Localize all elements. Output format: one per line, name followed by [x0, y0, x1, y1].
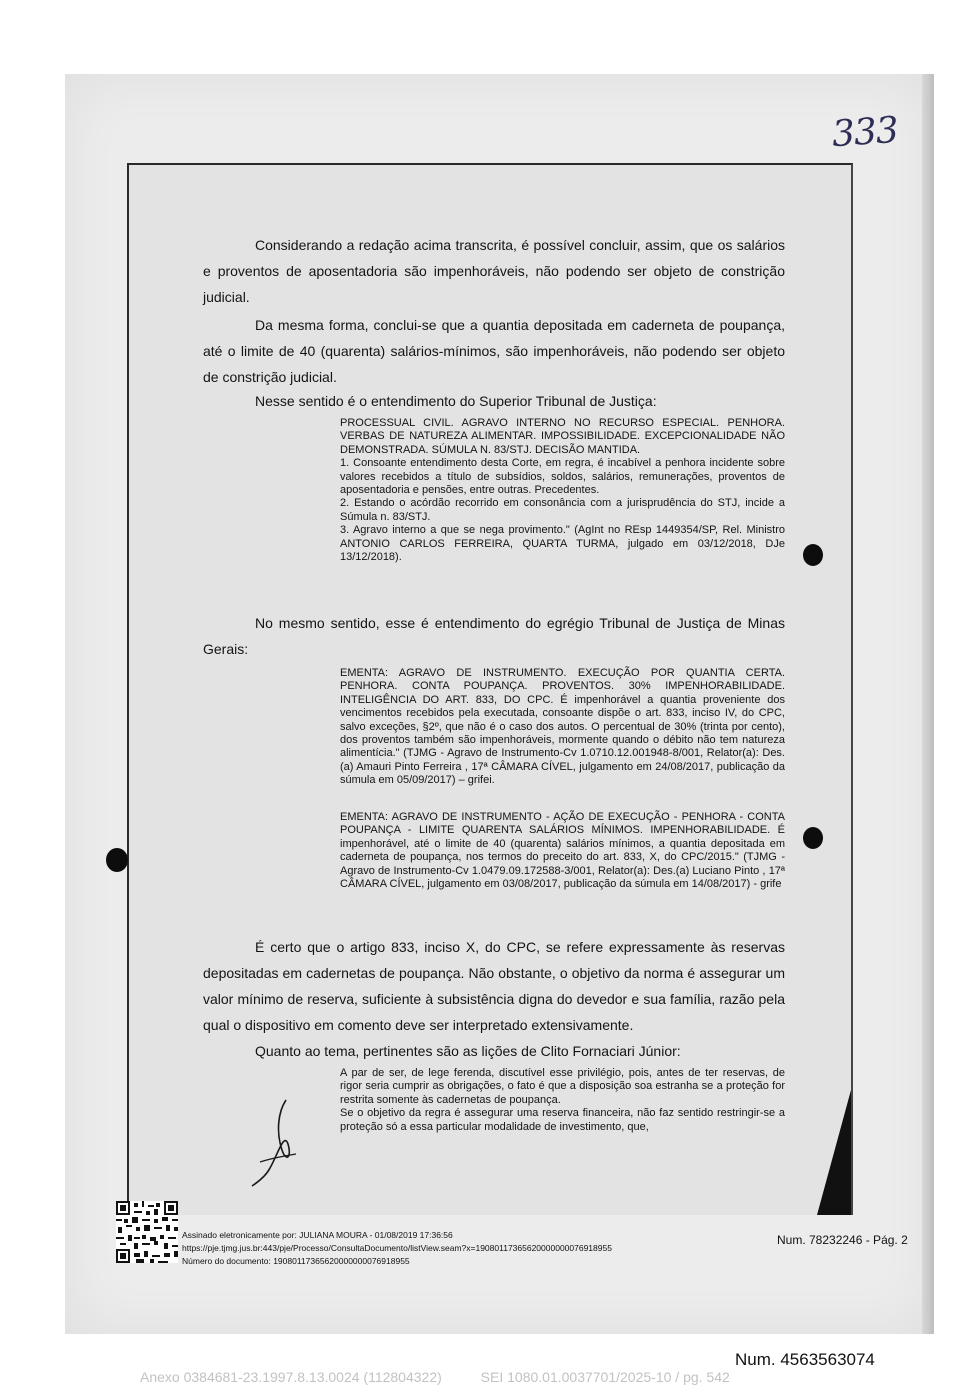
quote-stj-item-3: 3. Agravo interno a que se nega provimento." (AgInt no REsp 1449354/SP, Rel. Ministro ANTONIO CARLOS FERREIRA, QUARTA TURMA, julgado em 03/12/2018, DJe 13/12/2018).	[340, 524, 785, 564]
footer-page-number: Num. 78232246 - Pág. 2	[777, 1233, 908, 1247]
scan-edge-shadow	[922, 74, 934, 1334]
bottom-annex-reference: Anexo 0384681-23.1997.8.13.0024 (112804322) SEI 1080.01.0037701/2025-10 / pg. 542	[140, 1369, 730, 1385]
bottom-document-number: Num. 4563563074	[735, 1350, 875, 1369]
paragraph-doctrine-intro: Quanto ao tema, pertinentes são as lições de Clito Fornaciari Júnior:	[255, 1043, 681, 1059]
qr-code-icon	[116, 1201, 178, 1263]
quote-stj-heading: PROCESSUAL CIVIL. AGRAVO INTERNO NO RECURSO ESPECIAL. PENHORA. VERBAS DE NATUREZA ALIMENTAR. IMPOSSIBILIDADE. EXCEPCIONALIDADE NÃO DEMONSTRADA. SÚMULA N. 83/STJ. DECISÃO MANTIDA.	[340, 417, 785, 456]
paragraph-tjmg-intro: No mesmo sentido, esse é entendimento do egrégio Tribunal de Justiça de Minas Gerais:	[203, 615, 785, 657]
punch-hole-mark	[106, 848, 128, 872]
handwritten-signature	[248, 1092, 308, 1192]
paragraph-savings-limit: Da mesma forma, conclui-se que a quantia depositada em caderneta de poupança, até o limite de 40 (quarenta) salários-mínimos, são impenhoráveis, não podendo ser objeto de constrição judicial.	[203, 317, 785, 385]
handwritten-page-number: 333	[830, 109, 900, 156]
footer-document-url[interactable]: https://pje.tjmg.jus.br:443/pje/Processo/ConsultaDocumento/listView.seam?x=19080117365620000000076918955	[182, 1243, 612, 1253]
quote-stj-item-2: 2. Estando o acórdão recorrido em consonância com a jurisprudência do STJ, incide a Súmula n. 83/STJ.	[340, 497, 785, 523]
quote-doctrine-part-1: A par de ser, de lege ferenda, discutível esse privilégio, pois, antes de ter reservas, de rigor seria cumprir as obrigações, o fato é que a disposição soa estranha se a proteção for restrita somente às cadernetas de poupança.	[340, 1067, 785, 1106]
quote-tjmg-ruling-2: EMENTA: AGRAVO DE INSTRUMENTO - AÇÃO DE EXECUÇÃO - PENHORA - CONTA POUPANÇA - LIMITE QUARENTA SALÁRIOS MÍNIMOS. IMPENHORABILIDADE. É impenhorável, até o limite de 40 (quarenta) salários mínimos, a quantia depositada em caderneta de poupança, nos termos do preceito do art. 833, X, do CPC/2015." (TJMG - Agravo de Instrumento-Cv 1.0479.09.172588-3/001, Relator(a): Des.(a) Luciano Pinto , 17ª CÂMARA CÍVEL, julgamento em 03/08/2017, publicação da súmula em 14/08/2017) - grife	[340, 811, 785, 891]
paragraph-article-833: É certo que o artigo 833, inciso X, do CPC, se refere expressamente às reservas depositadas em cadernetas de poupança. Não obstante, o objetivo da norma é assegurar um valor mínimo de reserva, suficiente à subsistência digna do devedor e sua família, razão pela qual o dispositivo em comento deve ser interpretado extensivamente.	[203, 939, 785, 1033]
paragraph-conclusion-salaries: Considerando a redação acima transcrita, é possível concluir, assim, que os salários e proventos de aposentadoria são impenhoráveis, não podendo ser objeto de constrição judicial.	[203, 237, 785, 305]
quote-doctrine-part-2: Se o objetivo da regra é assegurar uma reserva financeira, não faz sentido restringir-se a proteção só a essa particular modalidade de investimento, que,	[340, 1107, 785, 1133]
punch-hole-mark	[803, 827, 823, 849]
quote-stj-item-1: 1. Consoante entendimento desta Corte, em regra, é incabível a penhora incidente sobre valores recebidos a título de subsídios, soldos, salários, remunerações, proventos de aposentadoria e pensões, entre outras. Precedentes.	[340, 457, 785, 497]
quote-stj-ruling	[340, 417, 785, 564]
paragraph-stj-intro: Nesse sentido é o entendimento do Superior Tribunal de Justiça:	[255, 393, 657, 409]
quote-tjmg-ruling-1: EMENTA: AGRAVO DE INSTRUMENTO. EXECUÇÃO POR QUANTIA CERTA. PENHORA. CONTA POUPANÇA. PROVENTOS. 30% IMPENHORABILIDADE. INTELIGÊNCIA DO ART. 833, DO CPC. É impenhorável a quantia proveniente dos vencimentos recebidos pela executada, consoante dispõe o art. 833, inciso IV, do CPC, salvo exceções, §2º, que não é o caso dos autos. O percentual de 30% (trinta por cento), dos proventos também são impenhoráveis, mormente quando o débito não tem natureza alimentícia." (TJMG - Agravo de Instrumento-Cv 1.0710.12.001948-8/001, Relator(a): Des.(a) Amauri Pinto Ferreira , 17ª CÂMARA CÍVEL, julgamento em 24/08/2017, publicação da súmula em 05/09/2017) – grifei.	[340, 667, 785, 787]
punch-hole-mark	[803, 544, 823, 566]
scan-dark-edge	[815, 1090, 851, 1215]
quote-doctrine	[340, 1067, 785, 1134]
footer-document-number: Número do documento: 19080117365620000000076918955	[182, 1256, 410, 1266]
footer-signature-line: Assinado eletronicamente por: JULIANA MOURA - 01/08/2019 17:36:56	[182, 1230, 453, 1240]
